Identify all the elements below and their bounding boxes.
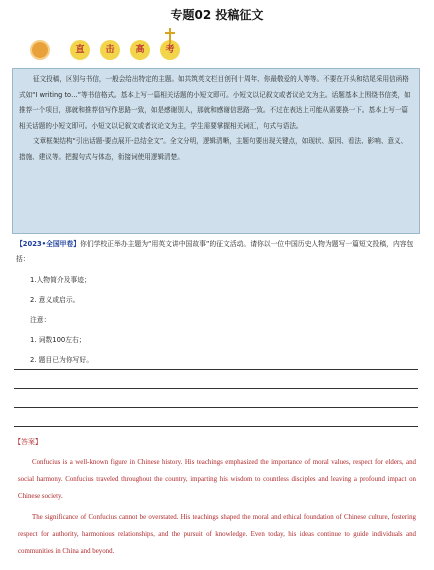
question-text: 你们学校正举办主题为“用英文讲中国故事”的征文活动。请你以一位中国历史人物为题写一篇短文投稿，内容包括： [16, 240, 414, 263]
writing-line[interactable] [14, 352, 418, 370]
header-badge: 直 [70, 40, 90, 60]
question-prompt [16, 237, 416, 267]
writing-lines [14, 352, 418, 428]
header-badge: 击 [100, 40, 120, 60]
writing-line[interactable] [14, 409, 418, 427]
question-source: 【2023•全国甲卷】 [16, 240, 81, 248]
intro-paragraph: 文章框架结构“引出话题-要点展开-总结全文”。全文分明，逻辑清晰，主题句要出现关键点，如现状、原因、看法、影响、意义、措施、建议等。把握句式与体态，衔接词使用逻辑清楚。 [19, 137, 408, 161]
logo-icon [30, 40, 50, 60]
answer-label: 【答案】 [14, 438, 42, 446]
list-item: 1.人物简介及事迹； [30, 276, 91, 284]
writing-line[interactable] [14, 371, 418, 389]
intro-paragraph: 征文投稿，区别与书信，一般会给出特定的主题。如共筑英文栏目创刊十周年、你最敬爱的人等等。不要在开头和结尾采用信函格式如“I writing to…”等书信格式。基本上写一篇相关话题的小短文即可。小短文以记叙文或者议论文为主。话题基本上围绕书信类，如推荐一个项目，那就和推荐信写作思路一致，如是感谢别人，那就和感谢信思路一致。不过在表达上可能从需要换一下。基本上写一篇相关话题的小短文即可。小短文以记叙文或者议论文为主，学生需要掌握相关词汇，句式与语法。 [19, 75, 411, 130]
writing-line[interactable] [14, 390, 418, 408]
header-badge: 考 [160, 40, 180, 60]
answer-text [18, 454, 416, 564]
notes-label: 注意： [30, 316, 51, 324]
pin-icon [163, 26, 177, 46]
answer-paragraph: Confucius is a well-known figure in Chinese history. His teachings emphasized the importance of moral values, respect for elders, and social harmony. Confucius traveled throughout the country, imparting his wisdom to countless disciples and leaving a profound impact on Chinese society. [18, 459, 416, 500]
header-badge: 高 [130, 40, 150, 60]
page-title: 专题02 投稿征文 [170, 8, 264, 22]
intro-box [12, 68, 420, 234]
list-item: 2. 题目已为你写好。 [30, 356, 94, 364]
list-item: 1. 词数100左右； [30, 336, 86, 344]
list-item: 2. 意义或启示。 [30, 296, 80, 304]
answer-paragraph: The significance of Confucius cannot be overstated. His teachings shaped the moral and ethical foundation of Chinese culture, fostering respect for authority, harmonious relationships, and the pursuit of knowledge. Even today, his ideas continue to guide individuals and communities in China and beyond. [18, 514, 416, 555]
